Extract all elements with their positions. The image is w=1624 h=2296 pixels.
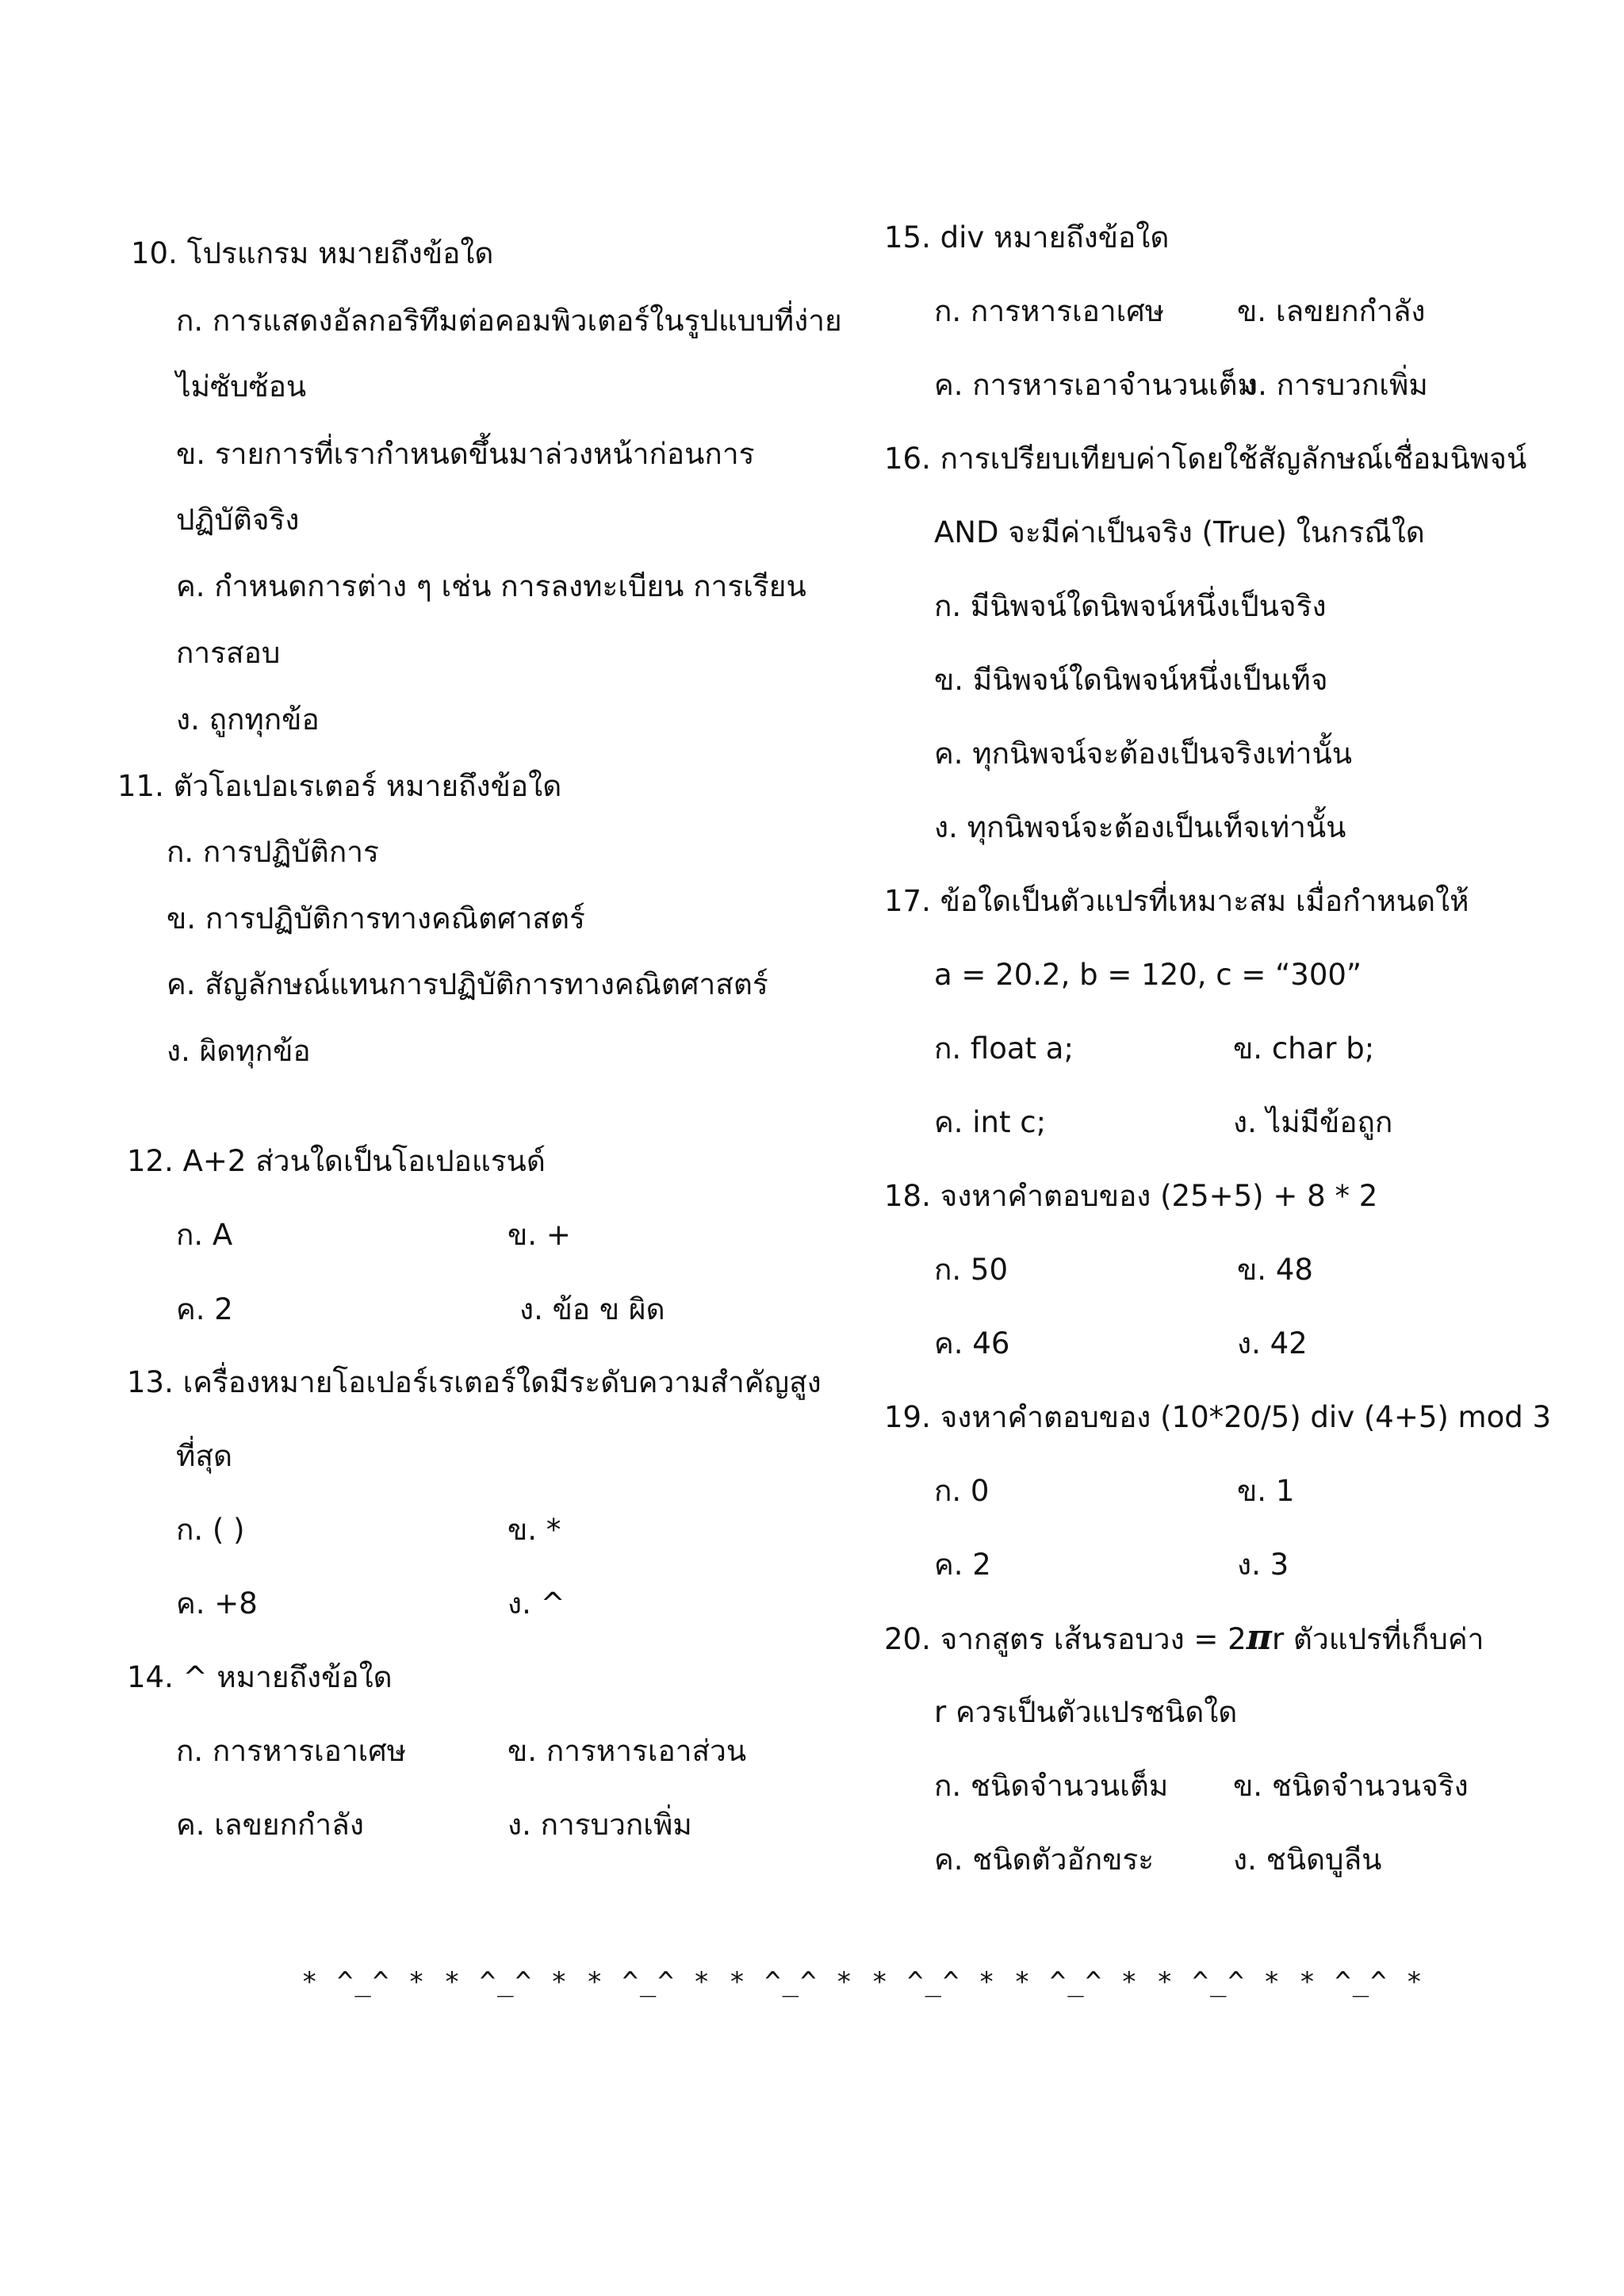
question-16-line2: AND จะมีค่าเป็นจริง (True) ในกรณีใด [934,515,1425,549]
q10-option-d: ง. ถูกทุกข้อ [176,702,320,737]
question-15: 15. div หมายถึงข้อใด [884,220,1170,254]
q16-option-a: ก. มีนิพจน์ใดนิพจน์หนึ่งเป็นจริง [934,589,1327,623]
q15-option-a: ก. การหารเอาเศษ [934,294,1165,328]
q13-option-b: ข. * [508,1513,561,1547]
q10-option-b-line1: ข. รายการที่เรากำหนดขึ้นมาล่วงหน้าก่อนการ [176,437,755,471]
q19-option-b: ข. 1 [1237,1474,1295,1508]
q20-text-post: r ตัวแปรที่เก็บค่า [1271,1622,1484,1656]
q13-option-d: ง. ^ [508,1586,565,1621]
q12-option-b: ข. + [508,1218,571,1252]
q17-option-a: ก. float a; [934,1031,1074,1066]
q16-option-c: ค. ทุกนิพจน์จะต้องเป็นจริงเท่านั้น [934,737,1353,771]
q17-option-b: ข. char b; [1233,1031,1375,1066]
question-14: 14. ^ หมายถึงข้อใด [127,1660,393,1694]
q15-option-c: ค. การหารเอาจำนวนเต็ม [934,368,1257,402]
q20-option-b: ข. ชนิดจำนวนจริง [1233,1769,1469,1803]
q20-option-c: ค. ชนิดตัวอักขระ [934,1843,1155,1877]
q16-option-b: ข. มีนิพจน์ใดนิพจน์หนึ่งเป็นเท็จ [934,663,1328,697]
question-17-line2: a = 20.2, b = 120, c = “300” [934,958,1362,992]
q20-text-pre: 20. จากสูตร เส้นรอบวง = 2 [884,1622,1247,1656]
q19-option-a: ก. 0 [934,1474,990,1508]
question-13-line2: ที่สุด [176,1439,233,1473]
question-10: 10. โปรแกรม หมายถึงข้อใด [131,236,494,270]
question-20-line1 [884,1617,1484,1659]
q11-option-d: ง. ผิดทุกข้อ [167,1034,311,1068]
q17-option-c: ค. int c; [934,1105,1047,1139]
q14-option-c: ค. เลขยกกำลัง [176,1808,364,1842]
q18-option-c: ค. 46 [934,1326,1010,1360]
q14-option-a: ก. การหารเอาเศษ [176,1734,407,1768]
q18-option-b: ข. 48 [1237,1253,1313,1287]
q19-option-d: ง. 3 [1237,1548,1289,1582]
q15-option-b: ข. เลขยกกำลัง [1237,294,1426,328]
q18-option-a: ก. 50 [934,1253,1009,1287]
q12-option-a: ก. A [176,1218,233,1252]
question-17-line1: 17. ข้อใดเป็นตัวแปรที่เหมาะสม เมื่อกำหนดให้ [884,884,1469,918]
q11-option-a: ก. การปฏิบัติการ [167,835,379,869]
question-19: 19. จงหาคำตอบของ (10*20/5) div (4+5) mod 3 [884,1400,1552,1434]
q16-option-d: ง. ทุกนิพจน์จะต้องเป็นเท็จเท่านั้น [934,810,1346,844]
q11-option-c: ค. สัญลักษณ์แทนการปฏิบัติการทางคณิตศาสตร์ [167,967,768,1001]
q13-option-a: ก. ( ) [176,1513,245,1547]
q17-option-d: ง. ไม่มีข้อถูก [1233,1105,1393,1139]
q11-option-b: ข. การปฏิบัติการทางคณิตศาสตร์ [167,901,585,936]
q12-option-d: ง. ข้อ ข ผิด [519,1292,665,1326]
q20-option-d: ง. ชนิดบูลีน [1233,1843,1382,1877]
footer-decoration: * ^_^ * * ^_^ * * ^_^ * * ^_^ * * ^_^ * * ^_^ * * ^_^ * * ^_^ * [301,1966,1424,1998]
q14-option-b: ข. การหารเอาส่วน [508,1734,747,1768]
q10-option-a-line2: ไม่ซับซ้อน [176,369,307,404]
question-18: 18. จงหาคำตอบของ (25+5) + 8 * 2 [884,1179,1378,1213]
q19-option-c: ค. 2 [934,1548,991,1582]
q15-option-d: ง. การบวกเพิ่ม [1243,368,1428,402]
question-12: 12. A+2 ส่วนใดเป็นโอเปอแรนด์ [127,1144,546,1178]
q20-option-a: ก. ชนิดจำนวนเต็ม [934,1769,1169,1803]
q14-option-d: ง. การบวกเพิ่ม [508,1808,692,1842]
question-16-line1: 16. การเปรียบเทียบค่าโดยใช้สัญลักษณ์เชื่อมนิพจน์ [884,442,1527,476]
q13-option-c: ค. +8 [176,1586,258,1621]
question-20-line2: r ควรเป็นตัวแปรชนิดใด [934,1695,1238,1729]
q12-option-c: ค. 2 [176,1292,233,1326]
q10-option-c-line2: การสอบ [176,636,281,670]
q10-option-b-line2: ปฏิบัติจริง [176,503,300,537]
question-11: 11. ตัวโอเปอเรเตอร์ หมายถึงข้อใด [117,769,562,803]
question-13-line1: 13. เครื่องหมายโอเปอร์เรเตอร์ใดมีระดับความสำคัญสูง [127,1365,822,1399]
q10-option-a-line1: ก. การแสดงอัลกอริทึมต่อคอมพิวเตอร์ในรูปแบบที่ง่าย [176,304,842,338]
pi-symbol: π [1246,1617,1272,1658]
q10-option-c-line1: ค. กำหนดการต่าง ๆ เช่น การลงทะเบียน การเรียน [176,569,806,603]
q18-option-d: ง. 42 [1237,1326,1308,1360]
